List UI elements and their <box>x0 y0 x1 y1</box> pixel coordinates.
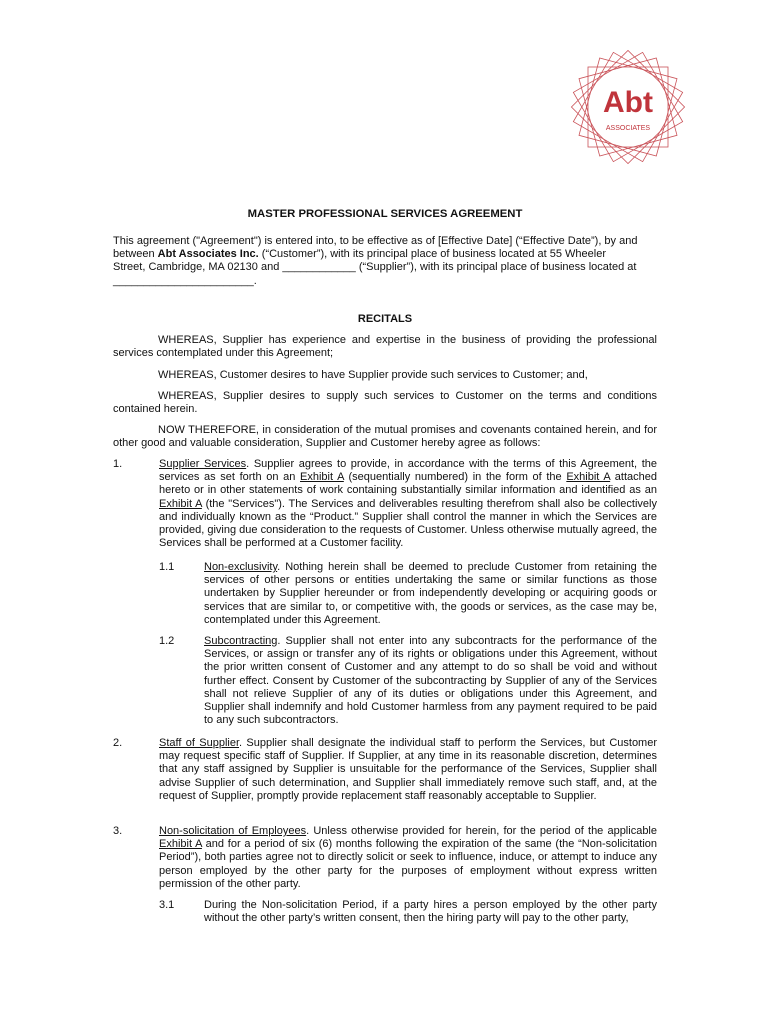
section-1-2-subcontracting <box>204 635 657 727</box>
exhibit-a-ref: Exhibit A <box>300 471 344 484</box>
section-heading: Subcontracting <box>204 635 278 647</box>
recital-2: WHEREAS, Customer desires to have Supplier provide such services to Customer; and, <box>158 369 588 381</box>
section-text: . Supplier shall designate the individual staff to perform the Services, but Customer may request specific staff of Supplier. If Supplier, at any time in its reasonable discretion, determines that any staff assigned by Supplier is unsuitable for the performance of the Services, Supplier shall advise Supplier of such determination, and Supplier shall immediately remove such staff, and, at the request of Supplier, promptly provide replacement staff reasonably acceptable to Supplier. <box>159 737 658 802</box>
agreement-title: MASTER PROFESSIONAL SERVICES AGREEMENT <box>247 208 523 220</box>
section-text: (sequentially numbered) in the form of the <box>343 471 567 484</box>
exhibit-a-ref: Exhibit A <box>159 497 202 510</box>
section-heading: Non-solicitation of Employees <box>159 825 307 837</box>
section-number: 1.2 <box>159 635 175 647</box>
section-text: attached hereto or in other statements of work containing substantially similar information and identified as an <box>159 471 657 497</box>
section-number: 2. <box>113 737 123 749</box>
section-number: 1. <box>113 458 123 470</box>
section-text: and for a period of six (6) months following the expiration of the same (the “Non-solicitation Period”), both parties agree not to directly solicit or seek to influence, induce, or attempt to induce any person employed by the other party for the purposes of employment without express written permission of the other party. <box>159 838 658 890</box>
recital-4: NOW THEREFORE, in consideration of the mutual promises and covenants contained herein, and for other good and valuable consideration, Supplier and Customer hereby agree as follows: <box>113 424 657 450</box>
section-text: . Unless otherwise provided for herein, for the period of the applicable <box>306 825 657 837</box>
section-text: (the "Services"). The Services and deliverables resulting therefrom shall also be collectively and individually known as the “Product.” Supplier shall control the manner in which the Services are provided, giving due consideration to the requests of Customer. Unless otherwise mutually agreed, the Services shall be performed at a Customer facility. <box>159 497 657 550</box>
intro-line-2 <box>113 248 657 261</box>
section-number: 3.1 <box>159 899 175 911</box>
customer-name: Abt Associates Inc. <box>157 248 259 261</box>
section-number: 3. <box>113 825 123 837</box>
section-1-1-non-exclusivity <box>204 561 657 627</box>
exhibit-a-ref: Exhibit A <box>566 471 611 484</box>
intro-text: (“Customer”), with its principal place of business located at 55 Wheeler <box>258 248 606 261</box>
section-text: . Supplier agrees to provide, in accordance with the terms of this Agreement, the services as set forth on an <box>159 458 658 484</box>
section-text: . Supplier shall not enter into any subcontracts for the performance of the Services, or assign or transfer any of its rights or obligations under this Agreement, without the prior written consent of Customer and any attempt to do so shall be void and without further effect. Consent by Customer of the subcontracting by Supplier of any of the Services shall not relieve Supplier of any of its duties or obligations under this Agreement, and Supplier shall indemnify and hold Customer harmless from any payment required to be paid to any such subcontractors. <box>204 635 657 727</box>
section-heading: Staff of Supplier <box>159 737 240 749</box>
exhibit-a-ref: Exhibit A <box>159 838 202 851</box>
recital-1: WHEREAS, Supplier has experience and expertise in the business of providing the professional services contemplated under this Agreement; <box>113 334 657 360</box>
section-2-staff-of-supplier <box>159 737 657 803</box>
intro-paragraph <box>113 235 657 288</box>
logo-graphic <box>566 42 690 172</box>
recitals-heading: RECITALS <box>357 313 413 325</box>
section-1-supplier-services <box>159 458 657 550</box>
recital-3: WHEREAS, Supplier desires to supply such services to Customer on the terms and conditions contained herein. <box>113 390 657 416</box>
section-heading: Supplier Services <box>159 458 247 470</box>
section-3-1-text: During the Non-solicitation Period, if a party hires a person employed by the other party without the other party’s written consent, then the hiring party will pay to the other party, <box>204 899 657 925</box>
section-heading: Non-exclusivity <box>204 561 278 573</box>
section-text: . Nothing herein shall be deemed to preclude Customer from retaining the services of other persons or entities undertaking the same or similar functions as those undertaken by Supplier hereunder or from independently developing or acquiring goods or services that are similar to, or competitive with, the goods or services, as the case may be, contemplated under this Agreement. <box>204 561 657 626</box>
intro-line-1: This agreement ("Agreement") is entered into, to be effective as of [Effective Date] (“Effective Date”), by and <box>113 235 638 247</box>
section-number: 1.1 <box>159 561 175 573</box>
intro-text: between <box>113 248 158 261</box>
abt-associates-logo <box>566 42 690 172</box>
logo-tagline: ASSOCIATES <box>605 125 651 132</box>
intro-line-3: Street, Cambridge, MA 02130 and ____________ (“Supplier”), with its principal place of business located at <box>113 261 637 274</box>
intro-line-4: _______________________. <box>113 274 257 287</box>
logo-wordmark: Abt <box>603 86 653 119</box>
section-3-non-solicitation <box>159 825 657 891</box>
